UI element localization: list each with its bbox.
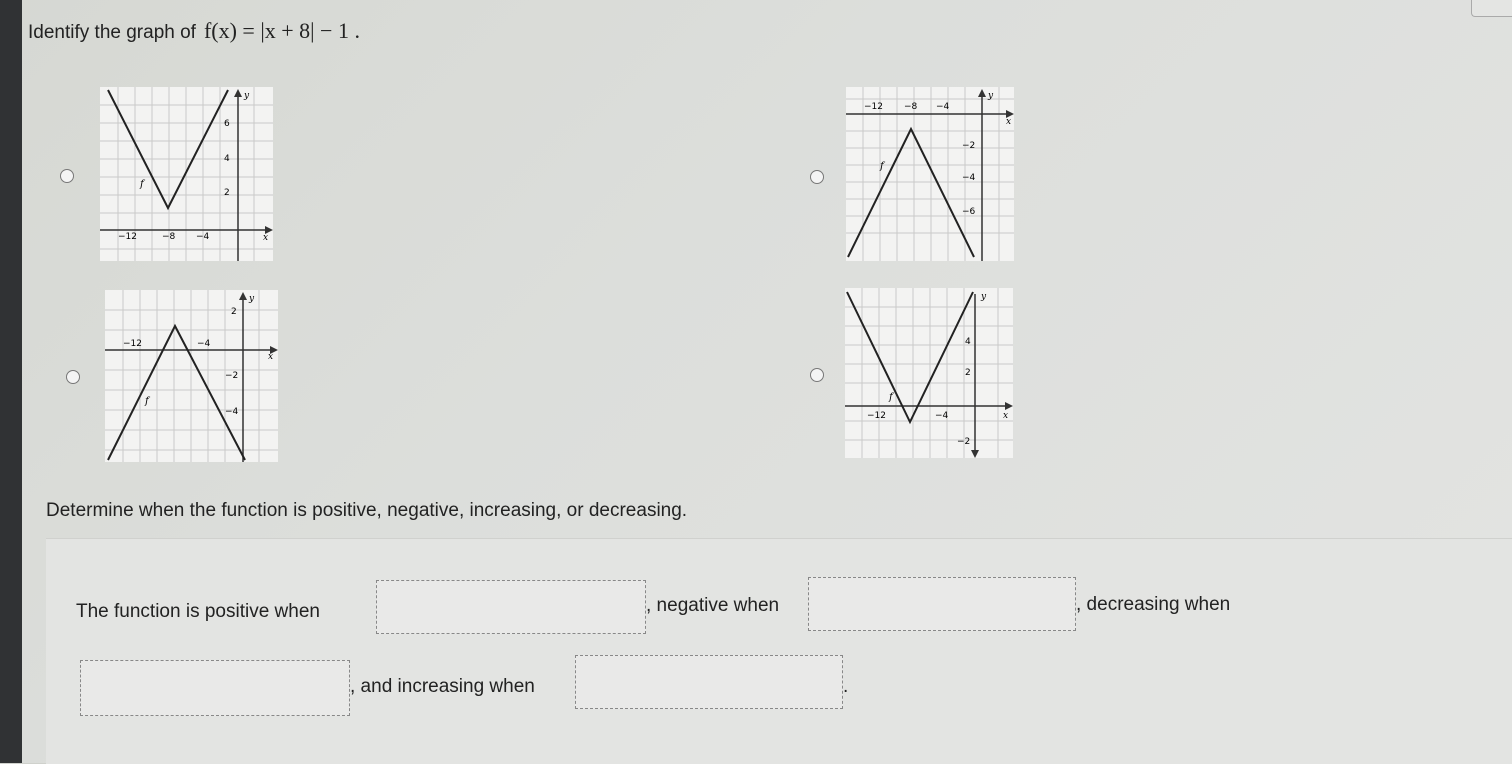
graph-a-xlabel: x [263, 233, 269, 243]
graph-d-xlabel: x [1003, 411, 1009, 421]
option-d-graph[interactable] [845, 288, 1013, 458]
answer-panel [46, 538, 1512, 764]
graph-c-xtick-2: −4 [197, 339, 211, 349]
graph-d-svg [845, 288, 1013, 458]
decreasing-label: , decreasing when [1076, 594, 1231, 615]
window-left-edge [0, 0, 22, 763]
graph-a-xtick-3: −4 [196, 232, 210, 242]
option-a-radio[interactable] [60, 169, 74, 183]
instruction-text: Determine when the function is positive, negative, increasing, or decreasing. [46, 500, 688, 521]
graph-d-xtick-1: −12 [867, 411, 886, 421]
graph-d-xtick-2: −4 [935, 411, 949, 421]
graph-b-ytick-3: −6 [962, 207, 976, 217]
graph-a-curve-label: f [140, 179, 144, 190]
graph-a-ytick-1: 6 [224, 119, 230, 129]
positive-input[interactable] [376, 580, 646, 634]
graph-a-xtick-1: −12 [118, 232, 137, 242]
graph-d-ytick-2: 2 [965, 368, 971, 378]
graph-c-xlabel: x [268, 352, 274, 362]
graph-d-ylabel: y [981, 292, 987, 302]
graph-a-svg [100, 87, 273, 261]
negative-input[interactable] [808, 577, 1076, 631]
graph-a-ytick-2: 4 [224, 154, 230, 164]
option-b-graph[interactable] [846, 87, 1014, 261]
negative-label: , negative when [646, 595, 780, 616]
increasing-input[interactable] [575, 655, 843, 709]
graph-a-ylabel: y [244, 91, 250, 101]
graph-b-xtick-2: −8 [904, 102, 918, 112]
graph-c-ytick-2: −2 [225, 371, 239, 381]
graph-c-curve-label: f [145, 396, 149, 407]
graph-d-ytick-3: −2 [957, 437, 971, 447]
graph-a-xtick-2: −8 [162, 232, 176, 242]
graph-c-xtick-1: −12 [123, 339, 142, 349]
question-text [28, 18, 360, 44]
graph-b-curve-label: f [880, 161, 884, 172]
graph-b-xlabel: x [1006, 117, 1012, 127]
function-expression: f(x) = |x + 8| − 1 . [203, 18, 360, 43]
graph-b-ylabel: y [988, 91, 994, 101]
positive-label: The function is positive when [76, 601, 320, 622]
collapse-icon[interactable] [1471, 0, 1512, 17]
increasing-label: , and increasing when [350, 676, 535, 697]
graph-d-ytick-1: 4 [965, 337, 971, 347]
question-prefix: Identify the graph of [28, 22, 196, 43]
graph-a-ytick-3: 2 [224, 188, 230, 198]
graph-b-xtick-1: −12 [864, 102, 883, 112]
graph-b-xtick-3: −4 [936, 102, 950, 112]
graph-c-ylabel: y [249, 294, 255, 304]
graph-c-ytick-3: −4 [225, 407, 239, 417]
graph-b-ytick-1: −2 [962, 141, 976, 151]
end-punctuation: . [843, 676, 849, 697]
option-a-graph[interactable] [100, 87, 273, 261]
graph-b-svg [846, 87, 1014, 261]
option-c-graph[interactable] [105, 290, 278, 462]
decreasing-input[interactable] [80, 660, 350, 716]
option-c-radio[interactable] [66, 370, 80, 384]
option-b-radio[interactable] [810, 170, 824, 184]
graph-d-curve-label: f [889, 392, 893, 403]
graph-c-svg [105, 290, 278, 462]
option-d-radio[interactable] [810, 368, 824, 382]
graph-c-ytick-1: 2 [231, 307, 237, 317]
graph-b-ytick-2: −4 [962, 173, 976, 183]
